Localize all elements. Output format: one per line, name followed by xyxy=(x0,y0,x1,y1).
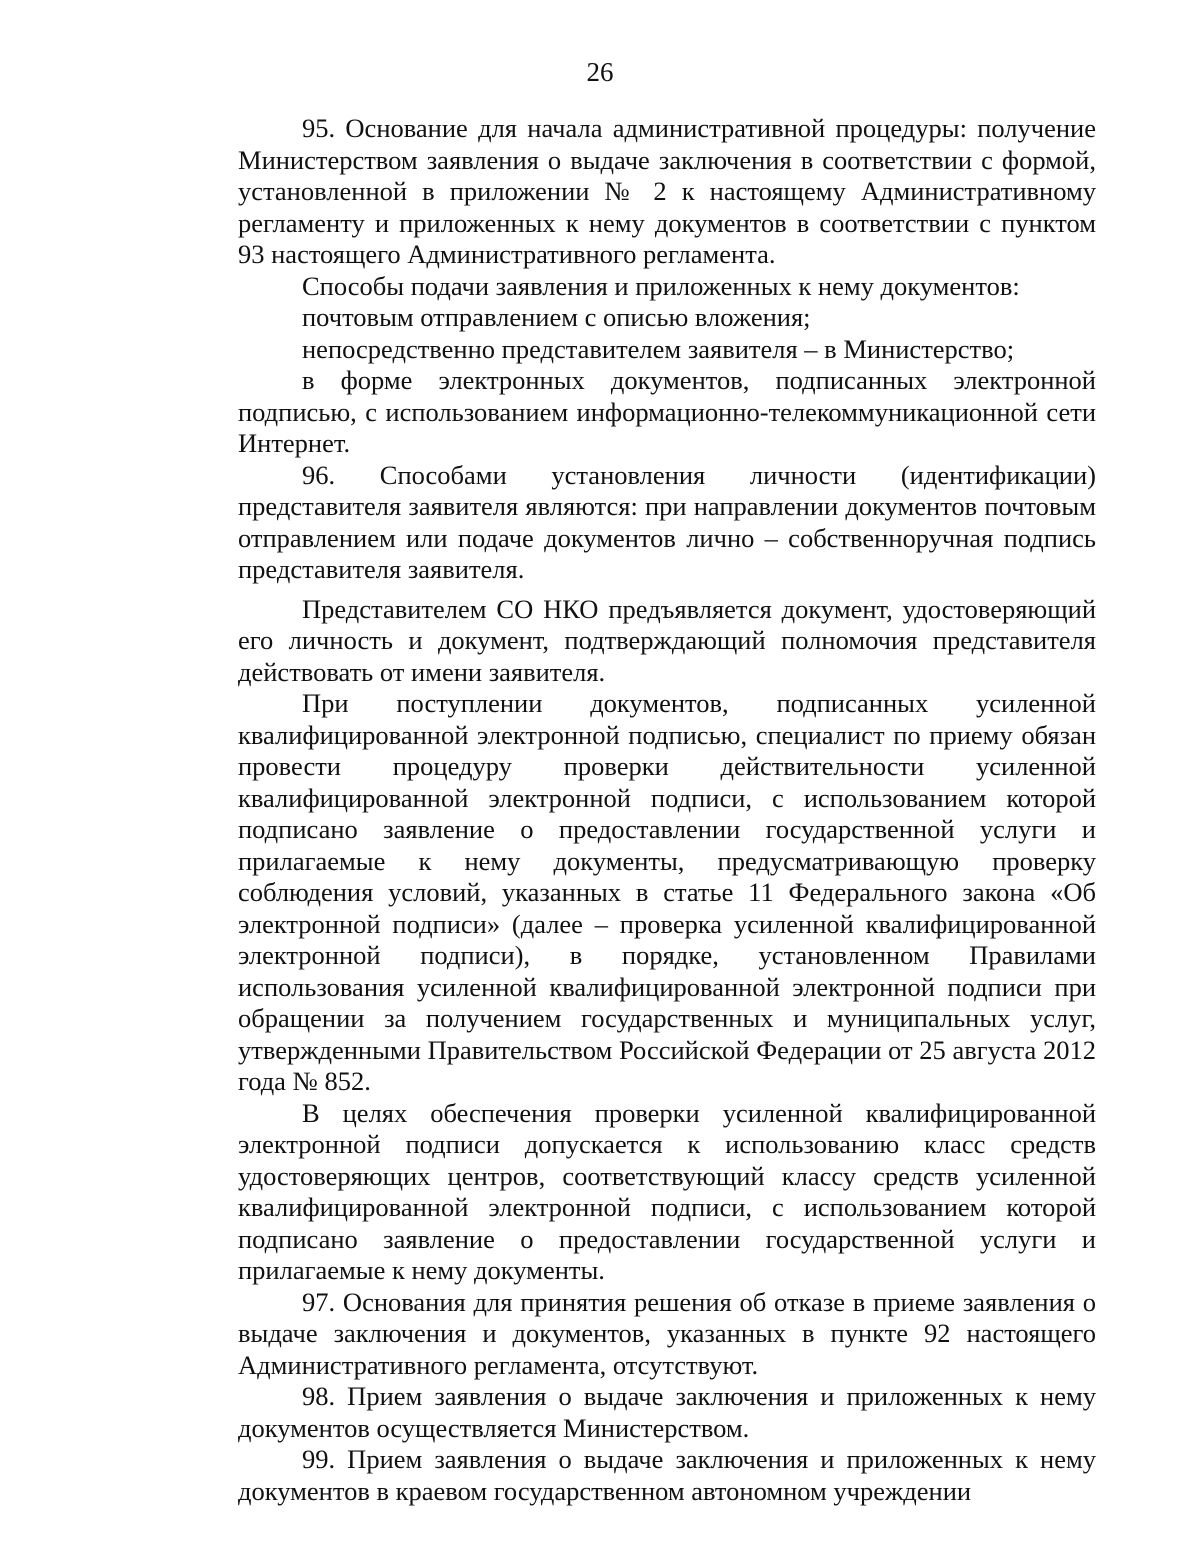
paragraph-so-nko: Представителем СО НКО предъявляется документ, удостоверяющий его личность и документ, подтверждающий полномочия представителя действовать от имени заявителя. xyxy=(238,593,1096,687)
paragraph-98: 98. Прием заявления о выдаче заключения и приложенных к нему документов осуществляется Министерством. xyxy=(238,1381,1096,1443)
paragraph-certificate-class: В целях обеспечения проверки усиленной квалифицированной электронной подписи допускается к использованию класс средств удостоверяющих центров, соответствующий классу средств усиленной квалифицированной электронной подписи, с использованием которой подписано заявление о предоставлении государственной услуги и прилагаемые к нему документы. xyxy=(238,1097,1096,1285)
paragraph-submission-methods: Способы подачи заявления и приложенных к нему документов: xyxy=(302,270,1020,301)
paragraph-96: 96. Способами установления личности (идентификации) представителя заявителя являются: при направлении документов почтовым отправлением или подаче документов лично – собственноручная подпись представителя заявителя. xyxy=(238,459,1096,584)
paragraph-95: 95. Основание для начала административной процедуры: получение Министерством заявления о выдаче заключения в соответствии с формой, установленной в приложении № 2 к настоящему Административному регламенту и приложенных к нему документов в соответствии с пунктом 93 настоящего Административного регламента. xyxy=(238,113,1096,269)
paragraph-97: 97. Основания для принятия решения об отказе в приеме заявления о выдаче заключения и документов, указанных в пункте 92 настоящего Административного регламента, отсутствуют. xyxy=(238,1286,1096,1380)
paragraph-signature-check: При поступлении документов, подписанных усиленной квалифицированной электронной подписью, специалист по приему обязан провести процедуру проверки действительности усиленной квалифицированной электронной подписи, с использованием которой подписано заявление о предоставлении государственной услуги и прилагаемые к нему документы, предусматривающую проверку соблюдения условий, указанных в статье 11 Федерального закона «Об электронной подписи» (далее – проверка усиленной квалифицированной электронной подписи), в порядке, установленном Правилами использования усиленной квалифицированной электронной подписи при обращении за получением государственных и муниципальных услуг, утвержденными Правительством Российской Федерации от 25 августа 2012 года № 852. xyxy=(238,688,1096,1096)
page-number: 26 xyxy=(586,57,614,87)
paragraph-postal: почтовым отправлением с описью вложения; xyxy=(302,302,811,332)
document-body xyxy=(238,113,1096,1507)
paragraph-electronic: в форме электронных документов, подписанных электронной подписью, с использованием информационно-телекоммуникационной сети Интернет. xyxy=(238,365,1096,458)
paragraph-in-person: непосредственно представителем заявителя – в Министерство; xyxy=(302,333,1015,364)
paragraph-99: 99. Прием заявления о выдаче заключения и приложенных к нему документов в краевом государственном автономном учреждении xyxy=(238,1444,1096,1506)
